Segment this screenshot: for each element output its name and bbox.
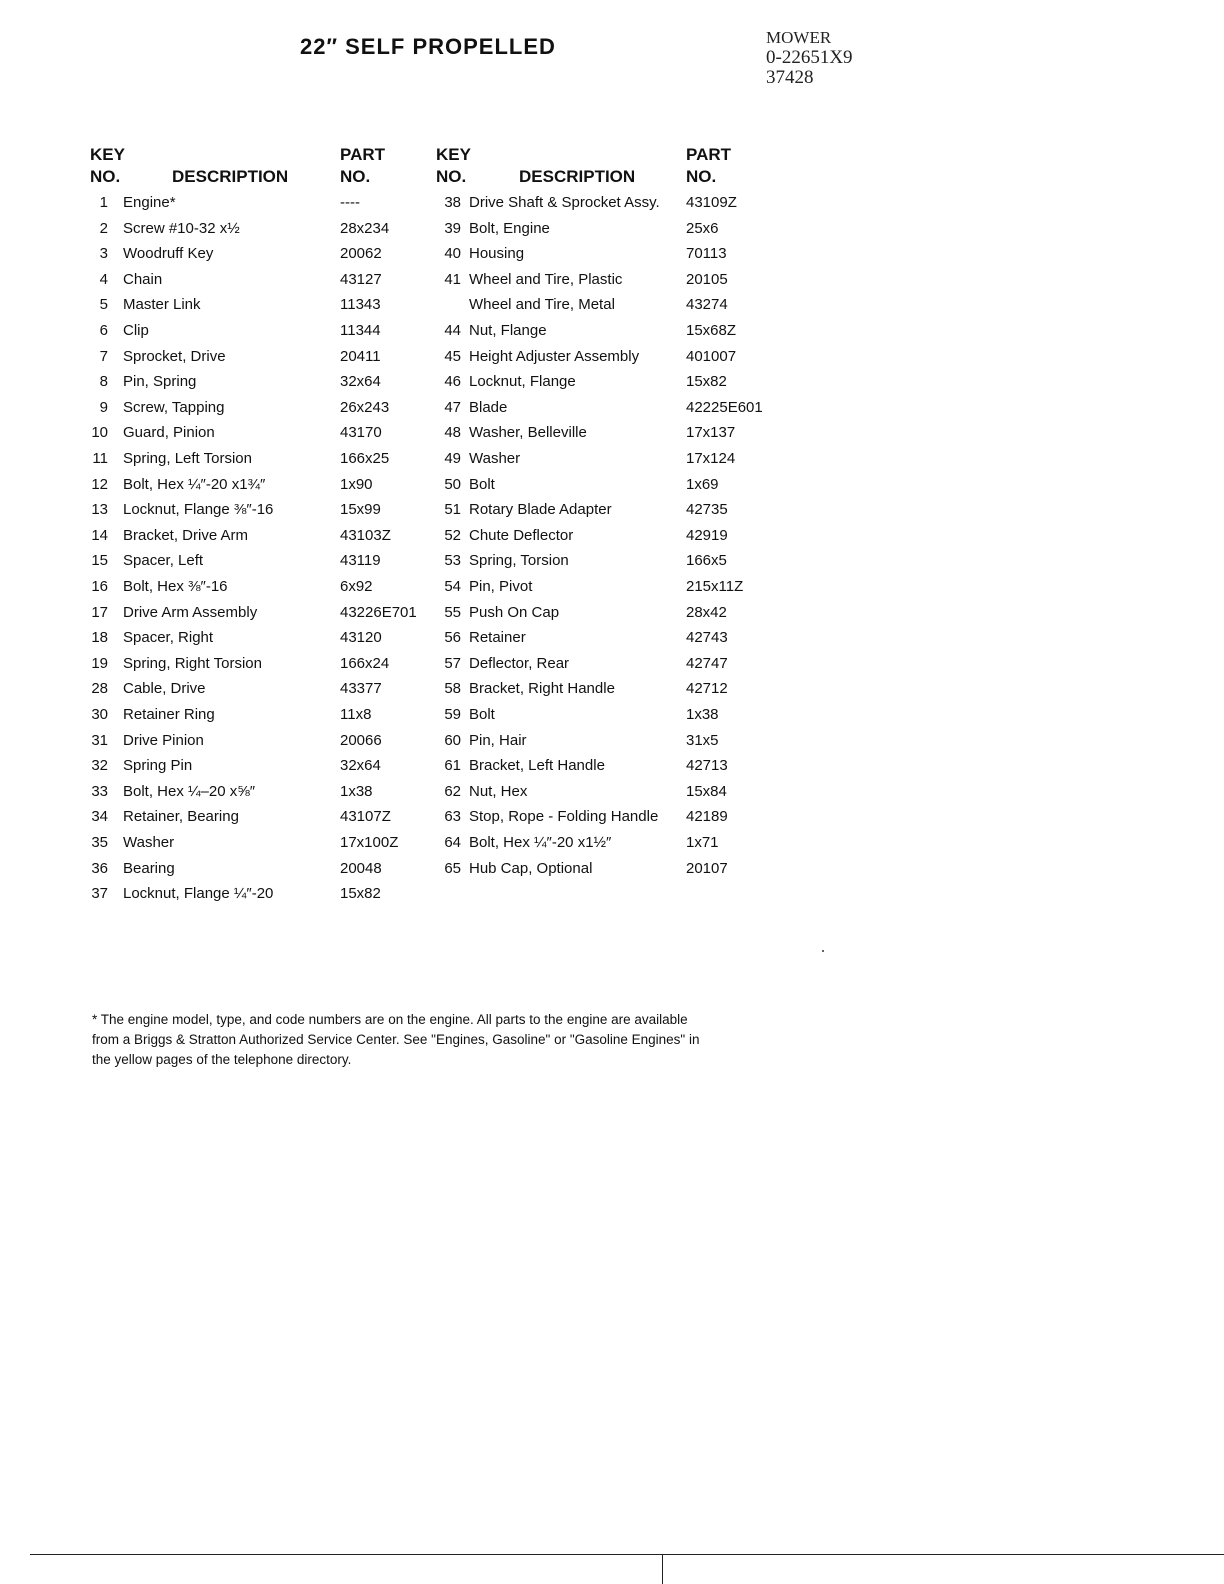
part-number: 1x38 — [686, 706, 719, 723]
left-part-header-bottom: NO. — [340, 167, 371, 186]
part-number: 15x82 — [340, 885, 381, 903]
part-number: 42713 — [686, 757, 728, 775]
part-number: 28x234 — [340, 219, 390, 237]
part-key-number: 49 — [444, 450, 461, 467]
part-key-number: 46 — [444, 373, 461, 391]
part-key-number: 4 — [99, 270, 108, 288]
part-key-number: 3 — [99, 245, 108, 263]
part-number: ---- — [340, 194, 360, 211]
part-number: 11343 — [340, 296, 381, 314]
part-description: Nut, Hex — [469, 782, 528, 800]
part-key-number: 33 — [91, 782, 108, 800]
part-description: Retainer — [469, 629, 526, 647]
footnote-line-1: * The engine model, type, and code numbers are on the engine. All parts to the engine are available — [92, 1012, 688, 1027]
part-key-number: 62 — [444, 782, 461, 800]
part-description: Bolt — [469, 706, 495, 723]
part-key-number: 19 — [91, 654, 108, 672]
part-description: Drive Arm Assembly — [123, 603, 258, 621]
part-number: 43170 — [340, 424, 382, 442]
part-number: 166x5 — [686, 552, 727, 570]
part-description: Bolt, Engine — [469, 219, 550, 237]
part-description: Rotary Blade Adapter — [469, 501, 612, 519]
part-number: 42747 — [686, 654, 728, 672]
part-description: Sprocket, Drive — [123, 347, 226, 365]
part-number: 32x64 — [340, 757, 381, 775]
part-number: 15x82 — [686, 373, 727, 391]
part-description: Spring Pin — [123, 757, 193, 775]
part-description: Spring, Left Torsion — [123, 450, 252, 467]
part-number: 15x99 — [340, 501, 381, 519]
part-key-number: 55 — [444, 603, 461, 621]
part-number: 43120 — [340, 629, 382, 647]
part-number: 15x68Z — [686, 322, 737, 339]
part-number: 11x8 — [340, 706, 372, 723]
part-key-number: 36 — [91, 859, 108, 877]
part-key-number: 28 — [91, 680, 108, 698]
note-line-3: 37428 — [766, 67, 814, 88]
left-key-header — [90, 144, 125, 188]
part-number: 42919 — [686, 526, 728, 544]
scan-speck — [822, 950, 824, 952]
left-key-header-bottom: NO. — [90, 167, 121, 186]
part-description: Bracket, Drive Arm — [123, 526, 249, 544]
note-line-2: 0-22651X9 — [766, 47, 853, 68]
part-description: Clip — [123, 322, 149, 339]
part-key-number: 14 — [91, 526, 108, 544]
part-number: 17x137 — [686, 424, 736, 442]
part-number: 42712 — [686, 680, 728, 698]
part-key-number: 13 — [91, 501, 108, 519]
part-key-number: 52 — [444, 526, 461, 544]
part-description: Master Link — [123, 296, 201, 314]
part-number: 1x71 — [686, 834, 719, 851]
part-number: 25x6 — [686, 219, 719, 237]
part-key-number: 10 — [91, 424, 108, 442]
part-number: 43119 — [340, 552, 381, 570]
part-description: Nut, Flange — [469, 322, 547, 339]
part-key-number: 17 — [91, 603, 108, 621]
engine-footnote — [92, 1010, 792, 1070]
part-description: Retainer Ring — [123, 706, 215, 723]
part-key-number: 54 — [444, 578, 461, 595]
handwritten-model-note — [766, 28, 853, 88]
part-key-number: 38 — [444, 194, 461, 211]
part-key-number: 32 — [91, 757, 108, 775]
part-key-number: 7 — [99, 347, 108, 365]
left-key-header-top: KEY — [90, 145, 125, 164]
part-description: Wheel and Tire, Plastic — [469, 270, 623, 288]
page-title: 22″ SELF PROPELLED — [300, 34, 556, 59]
part-key-number: 1 — [99, 194, 108, 211]
part-description: Woodruff Key — [123, 245, 214, 263]
part-key-number: 8 — [99, 373, 108, 391]
part-description: Pin, Spring — [123, 373, 197, 391]
part-description: Engine* — [123, 194, 176, 211]
footnote-line-2: from a Briggs & Stratton Authorized Service Center. See "Engines, Gasoline" or "Gasoline Engines" in — [92, 1032, 700, 1047]
part-key-number: 51 — [444, 501, 461, 519]
part-description: Chute Deflector — [469, 526, 574, 544]
part-number: 20048 — [340, 859, 382, 877]
part-number: 43226E701 — [340, 603, 417, 621]
part-number: 42735 — [686, 501, 728, 519]
part-description: Deflector, Rear — [469, 654, 570, 672]
part-number: 215x11Z — [686, 578, 744, 595]
page-bottom-tick — [662, 1554, 663, 1584]
part-key-number: 65 — [444, 859, 461, 877]
part-description: Bearing — [123, 859, 175, 877]
part-key-number: 44 — [444, 322, 461, 339]
part-number: 31x5 — [686, 731, 719, 749]
part-key-number: 6 — [99, 322, 108, 339]
part-number: 42189 — [686, 808, 728, 826]
part-description: Locknut, Flange ⅜″-16 — [123, 501, 274, 519]
part-key-number: 16 — [91, 578, 108, 595]
part-key-number: 18 — [91, 629, 108, 647]
part-description: Drive Pinion — [123, 731, 204, 749]
part-number: 43103Z — [340, 526, 391, 544]
part-number: 43274 — [686, 296, 728, 314]
part-description: Pin, Pivot — [469, 578, 533, 595]
right-key-header-bottom: NO. — [436, 167, 467, 186]
part-number: 17x100Z — [340, 834, 399, 851]
part-description: Push On Cap — [469, 603, 560, 621]
part-description: Stop, Rope - Folding Handle — [469, 808, 659, 826]
part-key-number: 45 — [444, 347, 461, 365]
part-number: 20066 — [340, 731, 382, 749]
part-key-number: 57 — [444, 654, 461, 672]
part-number: 1x38 — [340, 782, 373, 800]
part-number: 6x92 — [340, 578, 373, 595]
part-number: 17x124 — [686, 450, 736, 467]
part-key-number: 63 — [444, 808, 461, 826]
part-description: Bracket, Left Handle — [469, 757, 605, 775]
page-bottom-rule — [30, 1554, 1224, 1555]
part-description: Screw #10-32 x½ — [123, 219, 240, 237]
part-key-number: 34 — [91, 808, 108, 826]
left-description-header: DESCRIPTION — [172, 167, 289, 186]
part-number: 1x90 — [340, 475, 373, 493]
part-description: Spacer, Right — [123, 629, 214, 647]
part-number: 20062 — [340, 245, 382, 263]
part-number: 15x84 — [686, 782, 727, 800]
part-number: 11344 — [340, 322, 381, 339]
part-key-number: 11 — [92, 450, 108, 467]
note-line-1: MOWER — [766, 28, 832, 47]
part-key-number: 58 — [444, 680, 461, 698]
part-key-number: 60 — [444, 731, 461, 749]
right-description-header: DESCRIPTION — [519, 167, 636, 186]
part-description: Bracket, Right Handle — [469, 680, 615, 698]
part-description: Wheel and Tire, Metal — [469, 296, 615, 314]
part-number: 70113 — [686, 245, 727, 263]
right-part-header-top: PART — [686, 145, 732, 164]
part-description: Screw, Tapping — [123, 398, 225, 416]
part-number: 43107Z — [340, 808, 391, 826]
part-description: Bolt, Hex ¼″-20 x1½″ — [469, 834, 612, 851]
part-key-number: 5 — [99, 296, 108, 314]
part-key-number: 37 — [91, 885, 108, 903]
part-key-number: 40 — [444, 245, 461, 263]
right-part-header — [686, 144, 731, 188]
part-number: 42743 — [686, 629, 728, 647]
part-key-number: 30 — [91, 706, 108, 723]
part-number: 20107 — [686, 859, 728, 877]
part-key-number: 59 — [444, 706, 461, 723]
part-key-number: 47 — [444, 398, 461, 416]
part-description: Pin, Hair — [469, 731, 527, 749]
part-number: 43127 — [340, 270, 382, 288]
part-key-number: 56 — [444, 629, 461, 647]
part-number: 20411 — [340, 347, 381, 365]
part-number: 20105 — [686, 270, 728, 288]
part-key-number: 9 — [99, 398, 108, 416]
part-number: 26x243 — [340, 398, 390, 416]
part-description: Washer — [123, 834, 175, 851]
part-description: Bolt, Hex ¼″-20 x1¾″ — [123, 475, 266, 493]
part-description: Drive Shaft & Sprocket Assy. — [469, 194, 660, 211]
part-description: Washer — [469, 450, 521, 467]
part-key-number: 15 — [91, 552, 108, 570]
part-description: Locknut, Flange — [469, 373, 576, 391]
part-description: Blade — [469, 398, 508, 416]
part-key-number: 53 — [444, 552, 461, 570]
part-key-number: 48 — [444, 424, 461, 442]
part-description: Height Adjuster Assembly — [469, 347, 640, 365]
part-description: Washer, Belleville — [469, 424, 587, 442]
part-description: Housing — [469, 245, 525, 263]
part-key-number: 61 — [444, 757, 461, 775]
part-description: Locknut, Flange ¼″-20 — [123, 885, 274, 903]
part-number: 43109Z — [686, 194, 737, 211]
footnote-line-3: the yellow pages of the telephone directory. — [92, 1052, 352, 1067]
part-description: Chain — [123, 270, 163, 288]
part-key-number: 50 — [444, 475, 461, 493]
left-part-header — [340, 144, 385, 188]
right-key-header — [436, 144, 471, 188]
part-description: Bolt, Hex ¼–20 x⅝″ — [123, 782, 256, 800]
part-description: Spring, Right Torsion — [123, 654, 262, 672]
part-number: 1x69 — [686, 475, 719, 493]
part-number: 43377 — [340, 680, 382, 698]
right-key-header-top: KEY — [436, 145, 471, 164]
part-description: Retainer, Bearing — [123, 808, 239, 826]
part-key-number: 2 — [99, 219, 108, 237]
part-number: 166x25 — [340, 450, 390, 467]
left-part-header-top: PART — [340, 145, 386, 164]
part-number: 32x64 — [340, 373, 381, 391]
part-description: Spacer, Left — [123, 552, 204, 570]
part-number: 401007 — [686, 347, 737, 365]
part-number: 28x42 — [686, 603, 727, 621]
part-number: 42225E601 — [686, 398, 763, 416]
part-key-number: 64 — [444, 834, 461, 851]
part-key-number: 41 — [444, 270, 461, 288]
part-key-number: 39 — [444, 219, 461, 237]
part-description: Bolt — [469, 475, 495, 493]
part-description: Guard, Pinion — [123, 424, 215, 442]
part-description: Spring, Torsion — [469, 552, 569, 570]
part-description: Bolt, Hex ⅜″-16 — [123, 578, 228, 595]
part-key-number: 12 — [91, 475, 108, 493]
part-key-number: 35 — [91, 834, 108, 851]
part-description: Cable, Drive — [123, 680, 206, 698]
part-key-number: 31 — [91, 731, 108, 749]
part-number: 166x24 — [340, 654, 390, 672]
right-part-header-bottom: NO. — [686, 167, 717, 186]
part-description: Hub Cap, Optional — [469, 859, 593, 877]
